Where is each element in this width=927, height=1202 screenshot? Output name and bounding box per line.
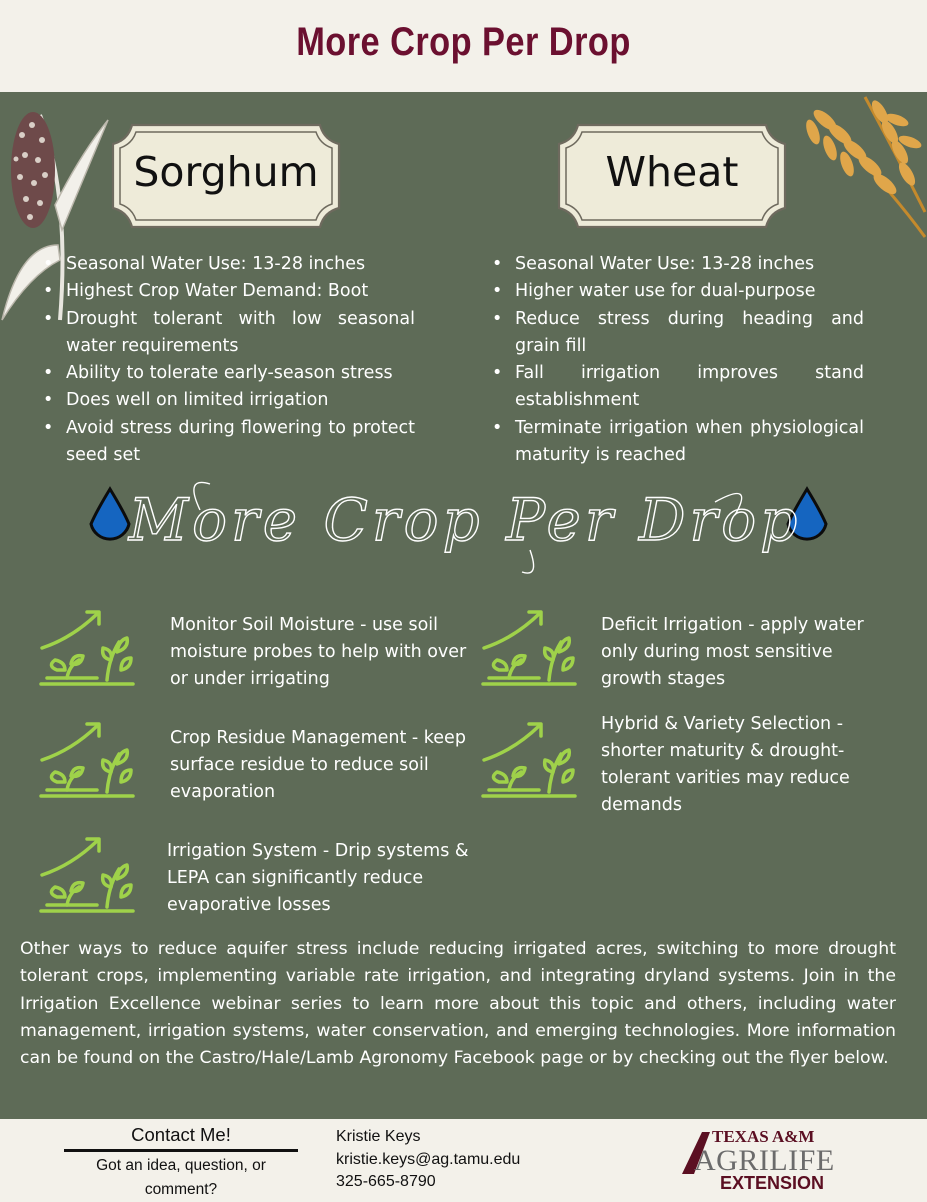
wheat-heading: Wheat xyxy=(605,148,739,196)
script-title-text: More Crop Per Drop xyxy=(128,486,802,554)
divider xyxy=(64,1149,298,1152)
texas-am-agrilife-logo xyxy=(680,1124,860,1194)
wheat-list xyxy=(486,251,864,469)
script-title xyxy=(128,470,802,580)
water-drop-icon xyxy=(86,486,134,552)
growing-plant-icon xyxy=(37,835,137,915)
list-item: • Higher water use for dual-purpose xyxy=(486,278,864,305)
list-item: • Seasonal Water Use: 13-28 inches xyxy=(486,251,864,278)
growing-plant-icon xyxy=(479,720,579,800)
list-item: • Avoid stress during flowering to protect seed set xyxy=(37,415,415,470)
growing-plant-icon xyxy=(37,608,137,688)
list-item: • Terminate irrigation when physiological maturity is reached xyxy=(486,415,864,470)
contact-subtext: Got an idea, question, or comment? xyxy=(96,1157,266,1198)
page-title: More Crop Per Drop xyxy=(296,20,631,64)
logo-line1: TEXAS A&M xyxy=(712,1127,815,1146)
list-item: • Drought tolerant with low seasonal water requirements xyxy=(37,306,415,361)
growing-plant-icon xyxy=(479,608,579,688)
list-item: • Does well on limited irrigation xyxy=(37,387,415,414)
contact-email[interactable]: kristie.keys@ag.tamu.edu xyxy=(336,1150,521,1168)
logo-line3: EXTENSION xyxy=(720,1173,825,1193)
contact-name: Kristie Keys xyxy=(336,1128,421,1145)
tip-soil-moisture: Monitor Soil Moisture - use soil moisture probes to help with over or under irrigating xyxy=(170,615,467,689)
sorghum-list xyxy=(37,251,415,469)
growing-plant-icon xyxy=(37,720,137,800)
tip-irrigation-system: Irrigation System - Drip systems & LEPA can significantly reduce evaporative losses xyxy=(167,841,469,915)
contact-info xyxy=(336,1126,520,1194)
tip-crop-residue: Crop Residue Management - keep surface residue to reduce soil evaporation xyxy=(170,728,466,802)
wheat-plaque xyxy=(556,122,788,230)
logo-line2: AGRILIFE xyxy=(694,1144,835,1177)
list-item: • Fall irrigation improves stand establishment xyxy=(486,360,864,415)
tip-deficit-irrigation: Deficit Irrigation - apply water only during most sensitive growth stages xyxy=(601,615,864,689)
contact-phone: 325-665-8790 xyxy=(336,1173,436,1190)
contact-heading: Contact Me! xyxy=(131,1124,231,1145)
wheat-illustration xyxy=(785,92,927,242)
list-item: • Ability to tolerate early-season stress xyxy=(37,360,415,387)
sorghum-heading: Sorghum xyxy=(133,148,319,196)
list-item: • Reduce stress during heading and grain fill xyxy=(486,306,864,361)
tip-hybrid-variety: Hybrid & Variety Selection - shorter maturity & drought-tolerant varities may reduce demands xyxy=(601,714,850,815)
body-paragraph: Other ways to reduce aquifer stress include reducing irrigated acres, switching to more drought tolerant crops, implementing variable rate irrigation, and integrating dryland systems. Join in the Irrigation Excellence webinar series to learn more about this topic and others, including water management, irrigation systems, water conservation, and emerging technologies. More information can be found on the Castro/Hale/Lamb Agronomy Facebook page or by checking out the flyer below. xyxy=(20,939,896,1069)
list-item: • Seasonal Water Use: 13-28 inches xyxy=(37,251,415,278)
sorghum-plaque xyxy=(110,122,342,230)
header xyxy=(0,0,927,92)
list-item: • Highest Crop Water Demand: Boot xyxy=(37,278,415,305)
